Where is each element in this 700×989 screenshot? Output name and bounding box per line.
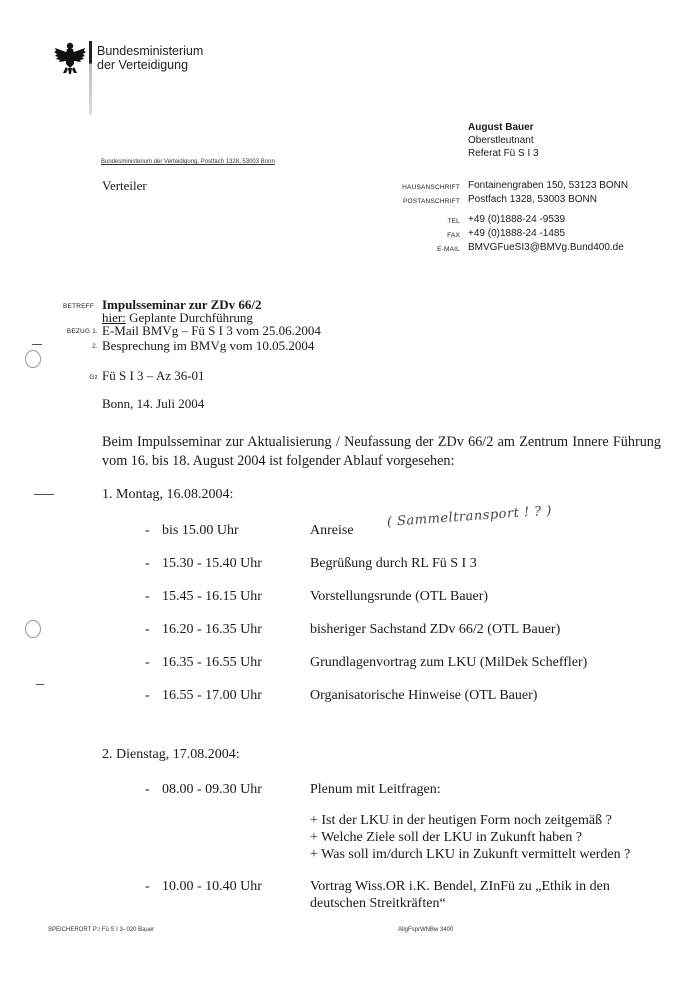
hier-text: Geplante Durchführung <box>129 310 253 325</box>
ref1-label: BEZUG 1. <box>66 328 98 335</box>
day1-row3-dash: - <box>145 589 150 604</box>
tel-value: +49 (0)1888-24 -9539 <box>468 214 566 225</box>
day1-row1-time: bis 15.00 Uhr <box>162 523 239 538</box>
house-address: Fontainengraben 150, 53123 BONN <box>468 180 629 191</box>
day1-row5-time: 16.35 - 16.55 Uhr <box>162 655 262 670</box>
footer-storage-path: SPEICHERORT P:/ Fü S I 3- 020 Bauer <box>48 927 155 933</box>
handwritten-note: ( Sammeltransport ! ? ) <box>386 503 553 530</box>
sender-unit: Referat Fü S I 3 <box>468 148 539 159</box>
file-reference: Fü S I 3 – Az 36-01 <box>102 368 205 383</box>
day1-row4-time: 16.20 - 16.35 Uhr <box>162 622 262 637</box>
sender-name: August Bauer <box>468 122 534 133</box>
punch-hole-bottom <box>25 620 41 638</box>
punch-hole-top <box>25 350 41 368</box>
day2-row2-text-line1: Vortrag Wiss.OR i.K. Bendel, ZInFü zu „Ethik in den <box>310 879 610 894</box>
ministry-name-line2: der Verteidigung <box>97 58 189 72</box>
email-value: BMVGFueSI3@BMVg.Bund400.de <box>468 242 624 253</box>
day2-row2-text-line2: deutschen Streitkräften“ <box>310 896 446 911</box>
fax-label: FAX <box>447 232 460 239</box>
email-label: E-MAIL <box>437 246 460 253</box>
day1-row2-dash: - <box>145 556 150 571</box>
subject-label: BETREFF <box>62 303 94 310</box>
day1-heading: 1. Montag, 16.08.2004: <box>102 487 234 502</box>
intro-paragraph: Beim Impulsseminar zur Aktualisierung / Neufassung der ZDv 66/2 am Zentrum Innere Führung vom 16. bis 18. August 2004 ist folgender Ablauf vorgesehen: <box>102 434 661 469</box>
day1-row5-text: Grundlagenvortrag zum LKU (MilDek Scheffler) <box>310 655 588 670</box>
fax-value: +49 (0)1888-24 -1485 <box>468 228 566 239</box>
subject-title: Impulsseminar zur ZDv 66/2 <box>102 297 262 312</box>
day1-row1-dash: - <box>145 523 150 538</box>
letter-date: Bonn, 14. Juli 2004 <box>102 396 205 411</box>
day2-heading: 2. Dienstag, 17.08.2004: <box>102 747 240 762</box>
day1-row4-text: bisheriger Sachstand ZDv 66/2 (OTL Bauer) <box>310 622 561 637</box>
gz-label: Gz <box>89 374 98 381</box>
leading-question-2: + Welche Ziele soll der LKU in Zukunft haben ? <box>310 830 583 845</box>
day1-row6-text: Organisatorische Hinweise (OTL Bauer) <box>310 688 538 703</box>
day1-row2-text: Begrüßung durch RL Fü S I 3 <box>310 556 477 571</box>
ref2-label: 2. <box>92 343 98 350</box>
sender-block <box>468 121 539 160</box>
ref1: E-Mail BMVg – Fü S I 3 vom 25.06.2004 <box>102 323 321 338</box>
day1-row1-text: Anreise <box>310 523 354 538</box>
tel-label: TEL <box>447 218 460 225</box>
postal-address: Postfach 1328, 53003 BONN <box>468 194 597 205</box>
day2-row1-text: Plenum mit Leitfragen: <box>310 782 441 797</box>
day2-row1-time: 08.00 - 09.30 Uhr <box>162 782 262 797</box>
fold-mark-bottom <box>36 684 44 685</box>
ministry-name-line1: Bundesministerium <box>97 44 204 58</box>
day2-row2-dash: - <box>145 879 150 894</box>
leading-question-3: + Was soll im/durch LKU in Zukunft vermittelt werden ? <box>310 847 631 862</box>
return-address: Bundesministerium der Verteidigung, Postfach 1328, 53003 Bonn <box>101 159 275 165</box>
hier-label: hier: <box>102 310 126 325</box>
postal-address-label: POSTANSCHRIFT <box>402 198 460 205</box>
day1-row3-time: 15.45 - 16.15 Uhr <box>162 589 262 604</box>
day2-row2-time: 10.00 - 10.40 Uhr <box>162 879 262 894</box>
day1-row5-dash: - <box>145 655 150 670</box>
day1-row6-time: 16.55 - 17.00 Uhr <box>162 688 262 703</box>
house-address-label: HAUSANSCHRIFT <box>402 184 460 191</box>
day1-row3-text: Vorstellungsrunde (OTL Bauer) <box>310 589 489 604</box>
fold-mark-middle <box>34 494 54 495</box>
leading-question-1: + Ist der LKU in der heutigen Form noch zeitgemäß ? <box>310 813 612 828</box>
letterhead-bar <box>89 41 92 115</box>
recipient: Verteiler <box>102 178 147 193</box>
sender-rank: Oberstleutnant <box>468 135 534 146</box>
footer-form-number: AllgFsprWNBw 3400 <box>398 927 454 933</box>
federal-eagle-logo <box>54 40 86 76</box>
day1-row6-dash: - <box>145 688 150 703</box>
day2-row1-dash: - <box>145 782 150 797</box>
federal-eagle-icon <box>54 40 86 76</box>
ref2: Besprechung im BMVg vom 10.05.2004 <box>102 338 315 353</box>
fold-mark-top <box>32 344 42 345</box>
day1-row4-dash: - <box>145 622 150 637</box>
day1-row2-time: 15.30 - 15.40 Uhr <box>162 556 262 571</box>
